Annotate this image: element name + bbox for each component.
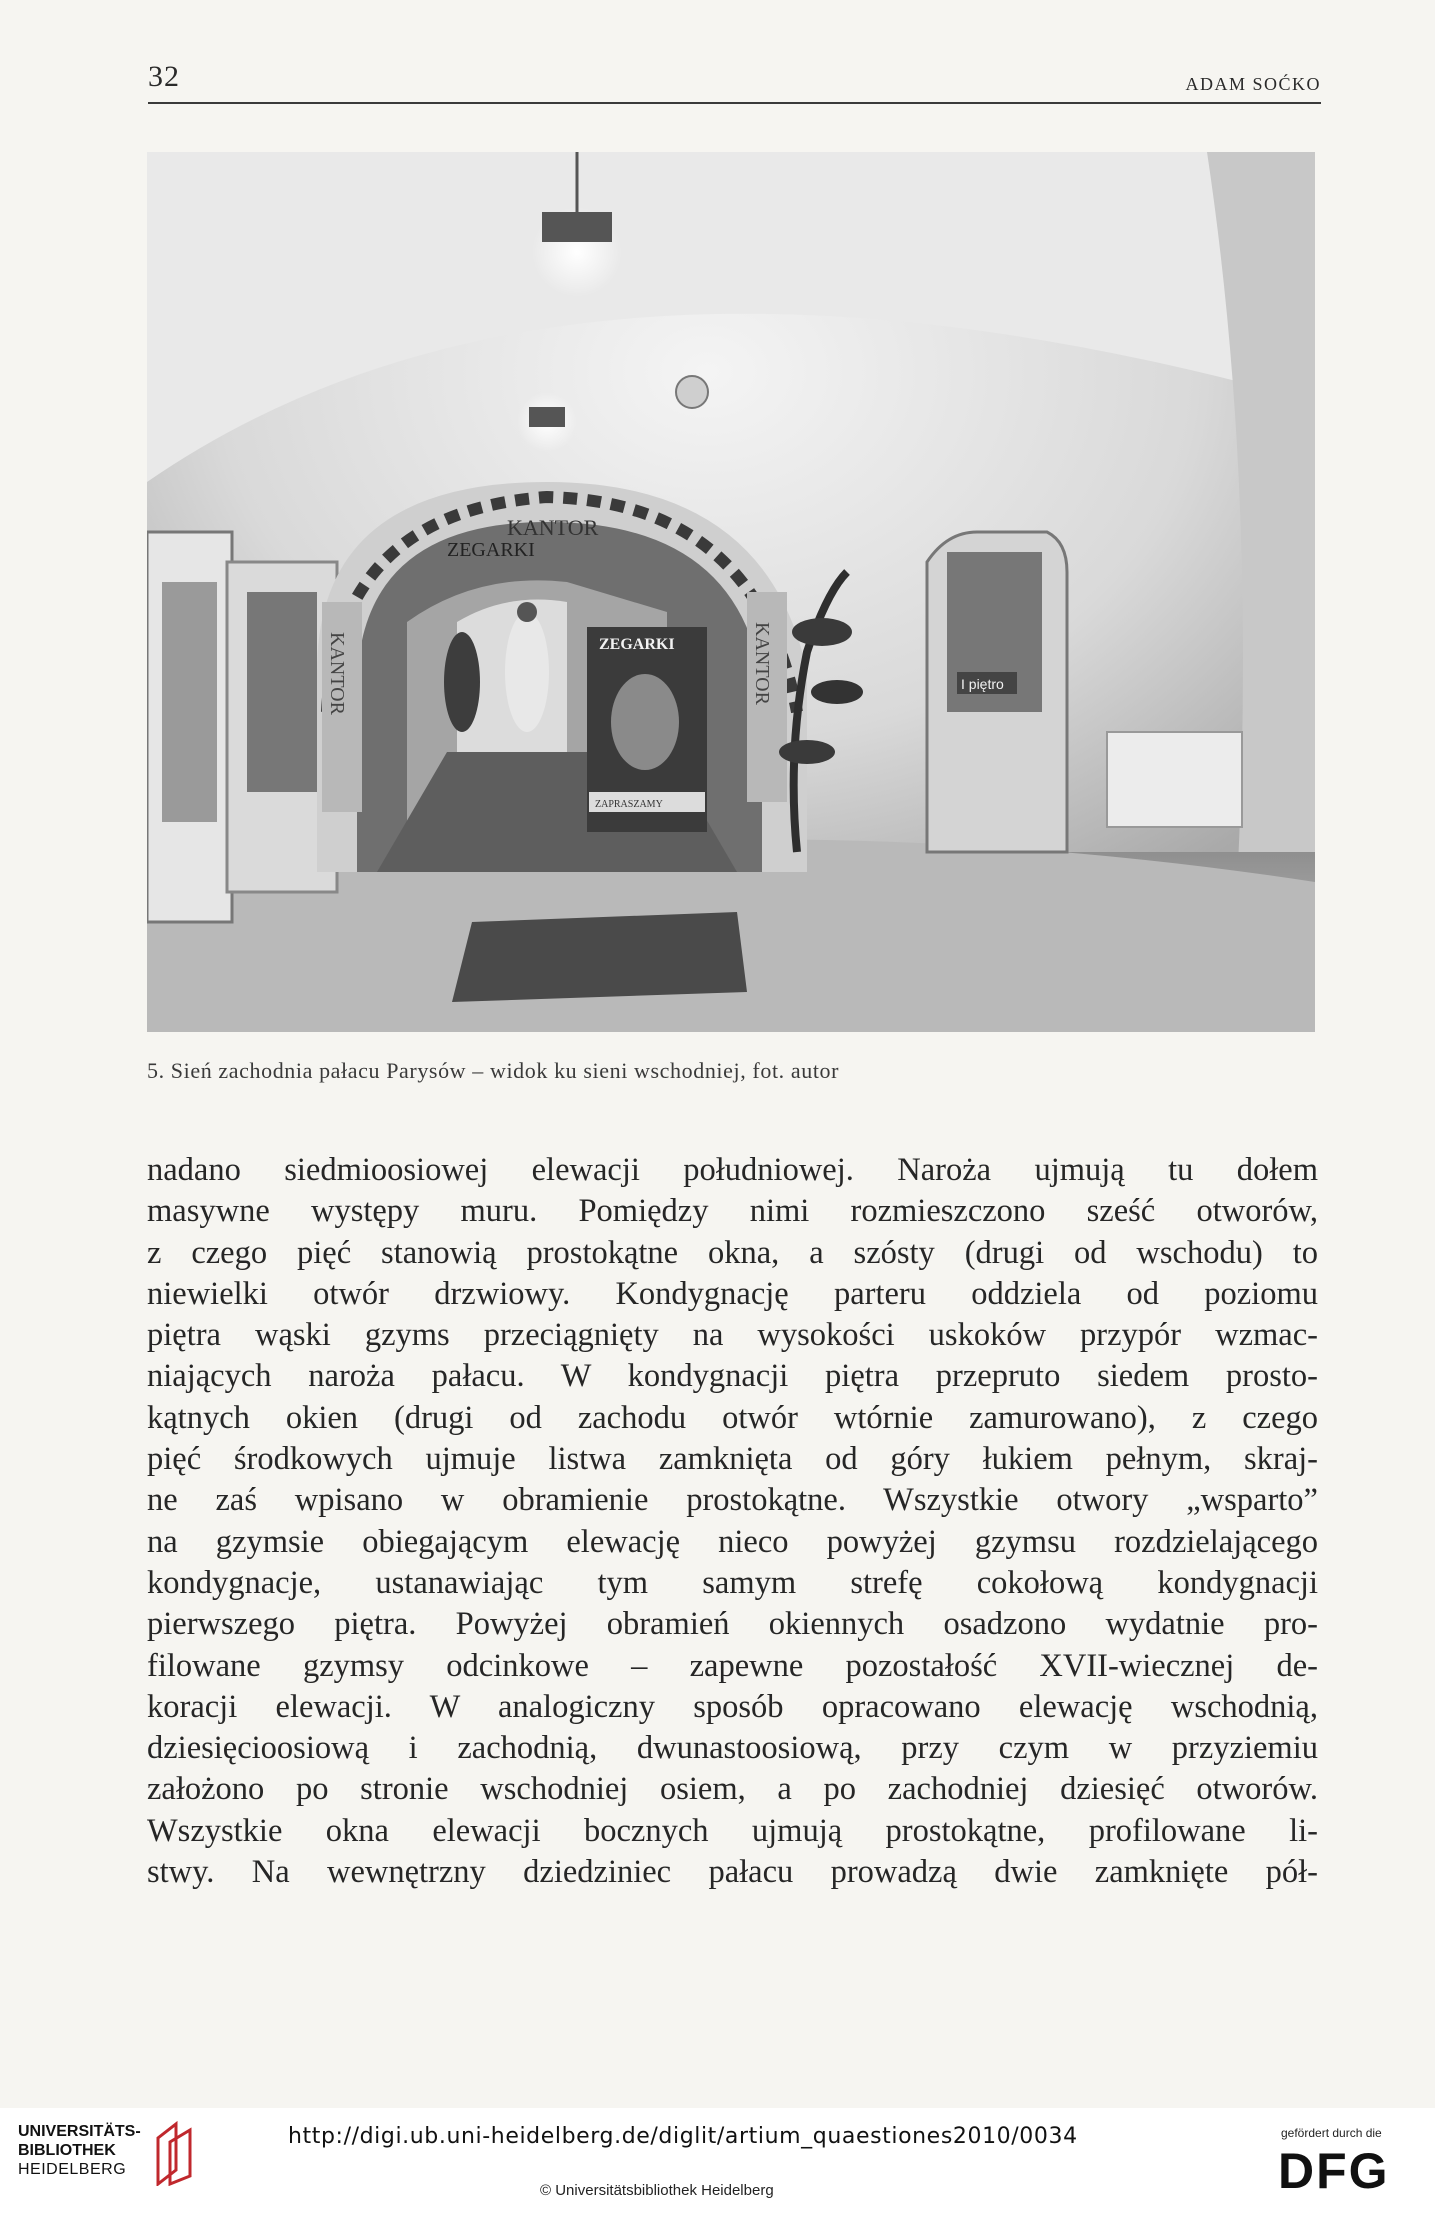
chandelier-upper xyxy=(542,212,612,242)
library-name-line2: BIBLIOTHEK xyxy=(18,2142,116,2159)
text-line: nadano siedmioosiowej elewacji południowej. Naroża ujmują tu dołem xyxy=(147,1152,1318,1188)
dfg-logo-icon xyxy=(1278,2144,1418,2194)
figure-photo xyxy=(147,152,1315,1032)
running-header xyxy=(148,62,1321,104)
text-line: niających naroża pałacu. W kondygnacji piętra przepruto siedem prosto- xyxy=(147,1358,1318,1395)
vaulted-hall-photo xyxy=(147,152,1315,1032)
library-name-line1: UNIVERSITÄTS- xyxy=(18,2123,141,2140)
library-name-line3: HEIDELBERG xyxy=(18,2161,127,2178)
standee-watch xyxy=(611,674,679,770)
text-line: pięć środkowych ujmuje listwa zamknięta od góry łukiem pełnym, skraj- xyxy=(147,1441,1318,1478)
source-url-link[interactable]: http://digi.ub.uni-heidelberg.de/diglit/artium_quaestiones2010/0034 xyxy=(288,2124,1078,2149)
text-line: masywne występy muru. Pomiędzy nimi rozmieszczono sześć otworów, xyxy=(147,1193,1318,1230)
arch-sign-zegarki: ZEGARKI xyxy=(447,539,535,561)
copyright-notice: © Universitätsbibliothek Heidelberg xyxy=(540,2182,774,2199)
radiator xyxy=(1107,732,1242,827)
funding-note: gefördert durch die xyxy=(1281,2126,1382,2140)
kantor-sign-right-text: KANTOR xyxy=(751,622,773,705)
standee-zapraszamy-text: ZAPRASZAMY xyxy=(595,799,663,810)
person-center-head xyxy=(517,602,537,622)
text-line: koracji elewacji. W analogiczny sposób opracowano elewację wschodnią, xyxy=(147,1688,1318,1725)
dfg-logo-text: DFG xyxy=(1278,2144,1390,2194)
text-line: ne zaś wpisano w obramienie prostokątne. Wszystkie otwory „wsparto” xyxy=(147,1482,1318,1519)
text-line: filowane gzymsy odcinkowe – zapewne pozostałość XVII-wiecznej de- xyxy=(147,1647,1318,1684)
text-line: Wszystkie okna elewacji bocznych ujmują prostokątne, profilowane li- xyxy=(147,1812,1318,1849)
plant-leaf xyxy=(779,740,835,764)
standee-zegarki-text: ZEGARKI xyxy=(599,636,675,653)
kantor-sign-left-text: KANTOR xyxy=(326,632,348,715)
digitization-footer xyxy=(0,2108,1435,2222)
plant-leaf xyxy=(811,680,863,704)
left-shopwindow xyxy=(247,592,317,792)
page-number: 32 xyxy=(148,60,180,93)
person-left xyxy=(444,632,480,732)
body-paragraph xyxy=(147,1150,1318,1893)
library-logo-icon xyxy=(150,2120,198,2186)
plant-leaf xyxy=(792,618,852,646)
text-line: założono po stronie wschodniej osiem, a po zachodniej dziesięć otworów. xyxy=(147,1771,1318,1808)
text-line: stwy. Na wewnętrzny dziedziniec pałacu prowadzą dwie zamknięte pół- xyxy=(147,1854,1318,1891)
text-line: piętra wąski gzyms przeciągnięty na wysokości uskoków przypór wzmac- xyxy=(147,1317,1318,1354)
text-line: pierwszego piętra. Powyżej obramień okiennych osadzono wydatnie pro- xyxy=(147,1606,1318,1643)
text-line: z czego pięć stanowią prostokątne okna, a szósty (drugi od wschodu) to xyxy=(147,1234,1318,1271)
text-line: kondygnacje, ustanawiając tym samym strefę cokołową kondygnacji xyxy=(147,1564,1318,1601)
library-name xyxy=(18,2122,141,2179)
arch-sign-kantor: KANTOR xyxy=(507,515,599,540)
figure-caption: 5. Sień zachodnia pałacu Parysów – widok ku sieni wschodniej, fot. autor xyxy=(147,1058,840,1083)
text-line: kątnych okien (drugi od zachodu otwór wtórnie zamurowano), z czego xyxy=(147,1399,1318,1436)
chandelier-lower xyxy=(529,407,565,427)
wall-clock xyxy=(676,376,708,408)
pietro-label: I piętro xyxy=(961,676,1004,692)
text-line: na gzymsie obiegającym elewację nieco powyżej gzymsu rozdzielającego xyxy=(147,1523,1318,1560)
text-line: niewielki otwór drzwiowy. Kondygnację parteru oddziela od poziomu xyxy=(147,1275,1318,1312)
person-center xyxy=(505,612,549,732)
doormat xyxy=(452,912,747,1002)
text-line: dziesięcioosiową i zachodnią, dwunastoosiową, przy czym w przyziemiu xyxy=(147,1730,1318,1767)
left-door-glass xyxy=(162,582,217,822)
running-head-author: ADAM SOĆKO xyxy=(1185,74,1321,94)
